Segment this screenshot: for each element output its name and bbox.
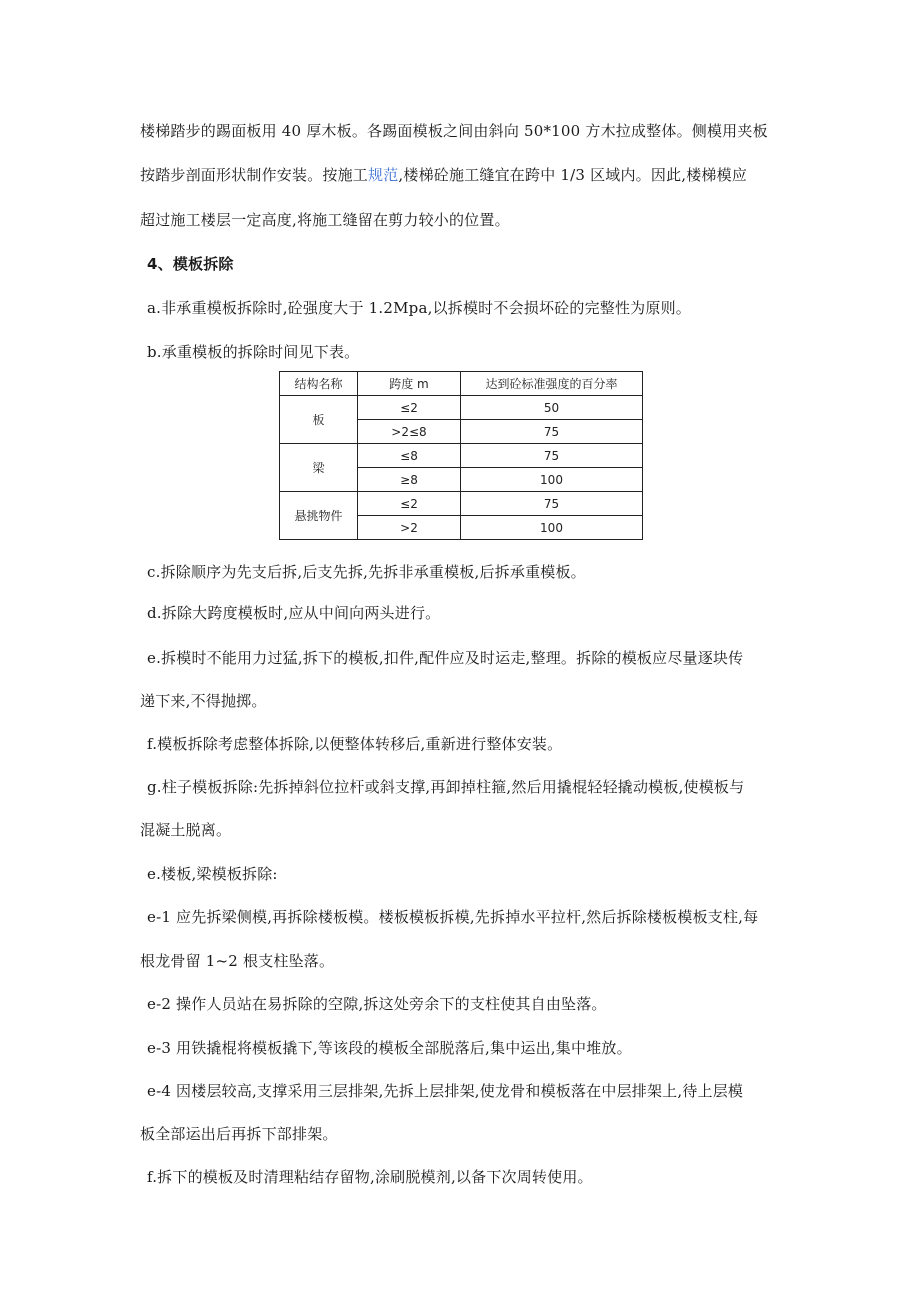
paragraph-g-line2: 混凝土脱离。 [140,821,232,839]
paragraph-f2: f.拆下的模板及时清理粘结存留物,涂刷脱模剂,以备下次周转使用。 [147,1168,593,1186]
removal-time-table [279,371,643,540]
spec-link[interactable]: 规范 [368,166,399,184]
paragraph-e4-line1: e-4 因楼层较高,支撑采用三层排架,先拆上层排架,使龙骨和模板落在中层排架上,待上层模 [147,1082,744,1100]
paragraph-f: f.模板拆除考虑整体拆除,以便整体转移后,重新进行整体安装。 [147,735,563,753]
paragraph-e-line1: e.拆模时不能用力过猛,拆下的模板,扣件,配件应及时运走,整理。拆除的模板应尽量逐块传 [147,649,744,667]
percent-cell: 50 [461,396,643,420]
paragraph-e-floor: e.楼板,梁模板拆除: [147,865,278,883]
paragraph-c: c.拆除顺序为先支后拆,后支先拆,先拆非承重模板,后拆承重模板。 [147,563,586,581]
paragraph-e3: e-3 用铁撬棍将模板撬下,等该段的模板全部脱落后,集中运出,集中堆放。 [147,1039,632,1057]
paragraph-line [140,165,747,185]
percent-cell: 75 [461,492,643,516]
paragraph-e2: e-2 操作人员站在易拆除的空隙,拆这处旁余下的支柱使其自由坠落。 [147,995,607,1013]
paragraph-e-line2: 递下来,不得抛掷。 [140,692,267,710]
span-cell: >2≤8 [358,420,461,444]
percent-cell: 75 [461,420,643,444]
paragraph-a: a.非承重模板拆除时,砼强度大于 1.2Mpa,以拆模时不会损坏砼的完整性为原则。 [147,299,691,317]
span-cell: >2 [358,516,461,540]
span-cell: ≥8 [358,468,461,492]
paragraph-e1-line1: e-1 应先拆梁侧模,再拆除楼板模。楼板模板拆模,先拆掉水平拉杆,然后拆除楼板模板支柱,每 [147,908,759,926]
paragraph-e4-line2: 板全部运出后再拆下部排架。 [140,1125,338,1143]
text-span: 按踏步剖面形状制作安装。按施工 [140,166,369,184]
table-row [280,396,643,420]
structure-name-cell: 梁 [280,444,358,492]
paragraph-g-line1: g.柱子模板拆除:先拆掉斜位拉杆或斜支撑,再卸掉柱箍,然后用撬棍轻轻撬动模板,使模板与 [147,778,745,796]
table-row [280,492,643,516]
paragraph-d: d.拆除大跨度模板时,应从中间向两头进行。 [147,604,441,622]
structure-name-cell: 悬挑物件 [280,492,358,540]
structure-name-cell: 板 [280,396,358,444]
percent-cell: 100 [461,468,643,492]
table-header-cell: 达到砼标准强度的百分率 [461,372,643,396]
paragraph-line: 超过施工楼层一定高度,将施工缝留在剪力较小的位置。 [140,211,510,229]
table-header-cell: 跨度 m [358,372,461,396]
percent-cell: 100 [461,516,643,540]
paragraph-e1-line2: 根龙骨留 1~2 根支柱坠落。 [140,952,335,970]
span-cell: ≤2 [358,396,461,420]
paragraph-line: 楼梯踏步的踢面板用 40 厚木板。各踢面模板之间由斜向 50*100 方木拉成整体。侧模用夹板 [140,122,768,140]
table-header-cell: 结构名称 [280,372,358,396]
text-span: ,楼梯砼施工缝宜在跨中 1/3 区域内。因此,楼梯模应 [398,166,748,184]
table-header-row [280,372,643,396]
span-cell: ≤8 [358,444,461,468]
paragraph-b: b.承重模板的拆除时间见下表。 [147,343,360,361]
span-cell: ≤2 [358,492,461,516]
percent-cell: 75 [461,444,643,468]
section-heading: 4、模板拆除 [147,255,234,273]
table-row [280,444,643,468]
